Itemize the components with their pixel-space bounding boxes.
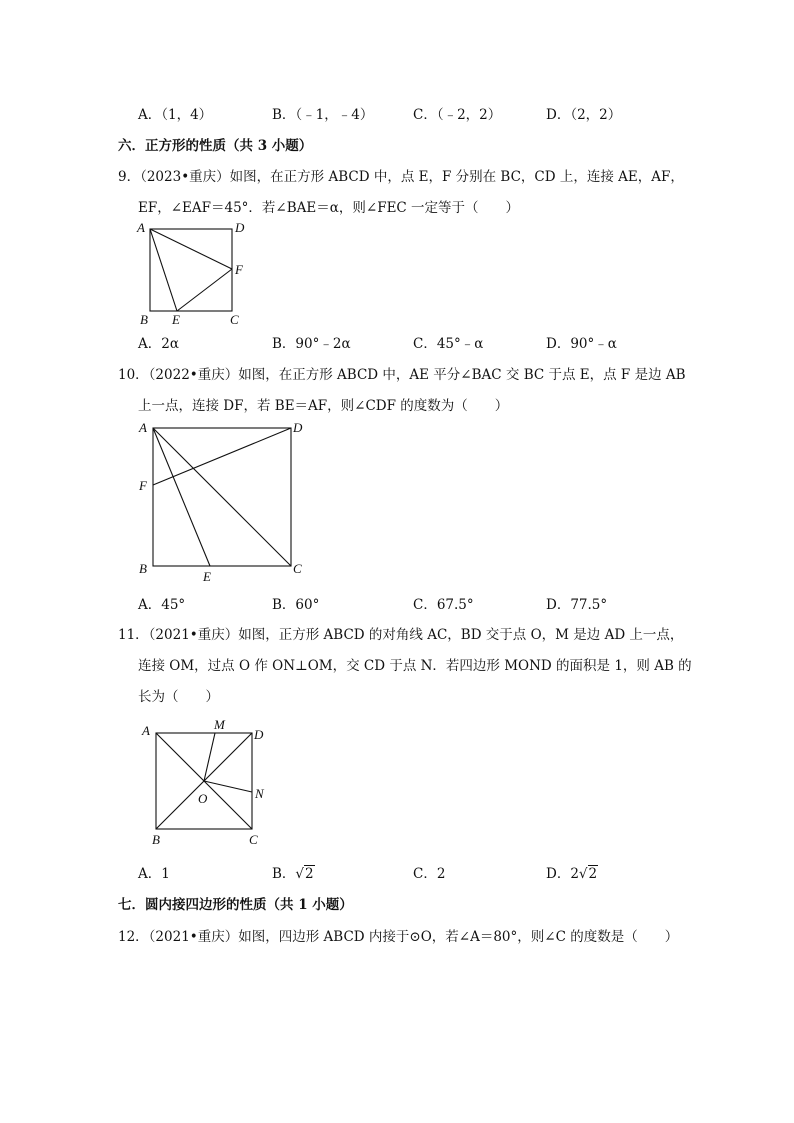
q11-label-c: C [249,832,258,847]
sqrt-icon: √ [295,866,305,882]
q11-option-c: C．2 [413,866,446,882]
q9-label-b: B [140,312,148,327]
q10-segment-ae [153,428,210,566]
q11-label-d: D [254,727,264,742]
q10-option-b: B．60° [272,597,320,613]
q12-text-line1: 12．（2021•重庆）如图，四边形 ABCD 内接于⊙O，若∠A＝80°，则∠C 的度数是（ ） [118,929,679,945]
q9-option-d: D．90°﹣α [546,336,617,352]
q10-label-b: B [139,561,147,576]
q11-label-m: M [214,717,225,732]
q9-square [150,229,232,311]
q9-text-line1: 9．（2023•重庆）如图，在正方形 ABCD 中，点 E，F 分别在 BC，CD 上，连接 AE，AF， [118,169,684,185]
q9-label-d: D [235,220,245,235]
q11-label-b: B [152,832,160,847]
section-heading-6: 六．正方形的性质（共 3 小题） [118,138,313,154]
q11-label-a: A [142,723,150,738]
q10-label-c: C [293,561,302,576]
q11-option-d-radicand: 2 [588,866,598,882]
q11-segment-om [204,733,215,781]
q9-segment-ef [177,269,232,311]
q11-segment-on [204,781,252,792]
q11-label-o: O [198,791,208,806]
q11-option-b-radicand: 2 [305,866,314,882]
q9-segment-af [150,229,232,269]
q10-option-d: D．77.5° [546,597,608,613]
prev-option-d: D．（2，2） [546,107,622,123]
q9-label-c: C [230,312,239,327]
q10-text-line2: 上一点，连接 DF，若 BE＝AF，则∠CDF 的度数为（ ） [138,398,509,414]
q11-option-b-prefix: B． [272,866,296,882]
q9-label-f: F [235,262,243,277]
q11-text-line3: 长为（ ） [138,689,219,705]
prev-option-b: B．（﹣1，﹣4） [272,107,374,123]
q10-option-a: A．45° [138,597,186,613]
q10-label-d: D [293,420,303,435]
q10-label-e: E [203,569,211,584]
prev-option-c: C．（﹣2，2） [413,107,502,123]
q11-label-n: N [255,786,264,801]
q11-option-d-prefix: D．2 [546,866,579,882]
sqrt-icon: √ [578,866,588,882]
q9-option-c: C．45°﹣α [413,336,484,352]
q11-figure [138,716,278,851]
q9-text-line2: EF，∠EAF＝45°．若∠BAE＝α，则∠FEC 一定等于（ ） [138,200,520,216]
q11-option-a: A．1 [138,866,170,882]
q10-segment-df [153,428,291,485]
q10-label-f: F [139,478,147,493]
q10-segment-ac [153,428,291,566]
q9-label-e: E [172,312,180,327]
q9-option-a: A．2α [138,336,179,352]
prev-option-a: A．（1，4） [138,107,213,123]
q10-text-line1: 10．（2022•重庆）如图，在正方形 ABCD 中，AE 平分∠BAC 交 BC 于点 E，点 F 是边 AB [118,367,686,383]
q11-text-line2: 连接 OM，过点 O 作 ON⊥OM，交 CD 于点 N．若四边形 MOND 的面积是 1，则 AB 的 [138,658,692,674]
section-heading-7: 七．圆内接四边形的性质（共 1 小题） [118,897,353,913]
q10-label-a: A [139,420,147,435]
q10-option-c: C．67.5° [413,597,474,613]
q9-option-b: B．90°﹣2α [272,336,351,352]
q11-option-d [546,862,598,882]
q9-segment-ae [150,229,177,311]
q11-text-line1: 11．（2021•重庆）如图，正方形 ABCD 的对角线 AC，BD 交于点 O，M 是边 AD 上一点， [118,627,684,643]
q11-option-b [272,862,315,882]
q9-label-a: A [137,220,145,235]
q10-figure [135,418,310,586]
q9-figure [135,218,255,330]
